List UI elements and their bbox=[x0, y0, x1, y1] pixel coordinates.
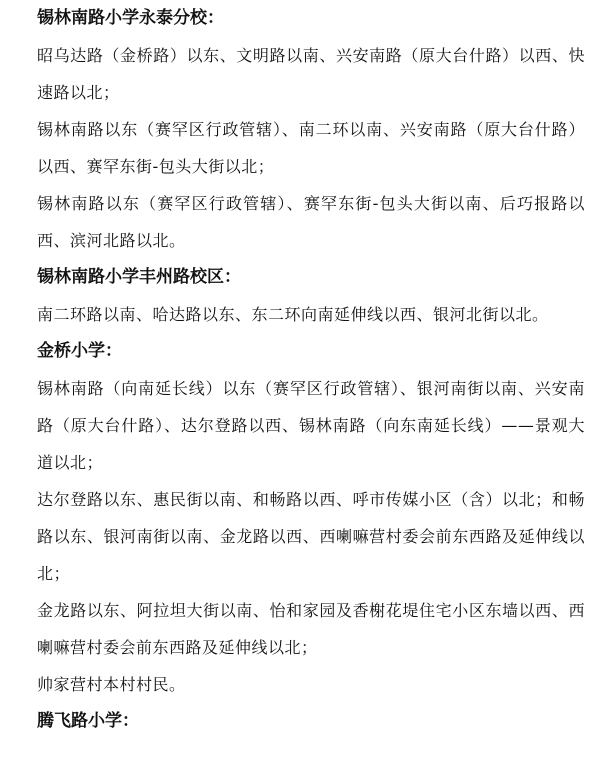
section-heading: 腾飞路小学： bbox=[37, 711, 139, 731]
section-yongtai-branch bbox=[37, 0, 585, 259]
document-body bbox=[37, 0, 585, 740]
section-paragraph: 昭乌达路（金桥路）以东、文明路以南、兴安南路（原大台什路）以西、快速路以北； bbox=[37, 46, 585, 102]
section-paragraph: 达尔登路以东、惠民街以南、和畅路以西、呼市传媒小区（含）以北；和畅路以东、银河南街以南、金龙路以西、西喇嘛营村委会前东西路及延伸线以北； bbox=[37, 490, 585, 583]
section-paragraph: 锡林南路以东（赛罕区行政管辖）、南二环以南、兴安南路（原大台什路）以西、赛罕东街-包头大街以北； bbox=[37, 120, 585, 176]
section-jinqiao-school bbox=[37, 333, 585, 703]
section-paragraph: 帅家营村本村村民。 bbox=[37, 675, 186, 694]
section-heading: 锡林南路小学永泰分校： bbox=[37, 8, 224, 28]
section-fengzhou-campus bbox=[37, 259, 585, 333]
section-paragraph: 南二环路以南、哈达路以东、东二环向南延伸线以西、银河北街以北。 bbox=[37, 305, 549, 324]
section-paragraph: 锡林南路以东（赛罕区行政管辖）、赛罕东街-包头大街以南、后巧报路以西、滨河北路以北。 bbox=[37, 194, 585, 250]
section-heading: 锡林南路小学丰州路校区： bbox=[37, 267, 241, 287]
section-paragraph: 金龙路以东、阿拉坦大街以南、怡和家园及香榭花堤住宅小区东墙以西、西喇嘛营村委会前东西路及延伸线以北； bbox=[37, 601, 585, 657]
section-paragraph: 锡林南路（向南延长线）以东（赛罕区行政管辖）、银河南街以南、兴安南路（原大台什路）、达尔登路以西、锡林南路（向东南延长线）——景观大道以北； bbox=[37, 379, 585, 472]
section-heading: 金桥小学： bbox=[37, 341, 122, 361]
section-tengfei-school bbox=[37, 703, 585, 740]
